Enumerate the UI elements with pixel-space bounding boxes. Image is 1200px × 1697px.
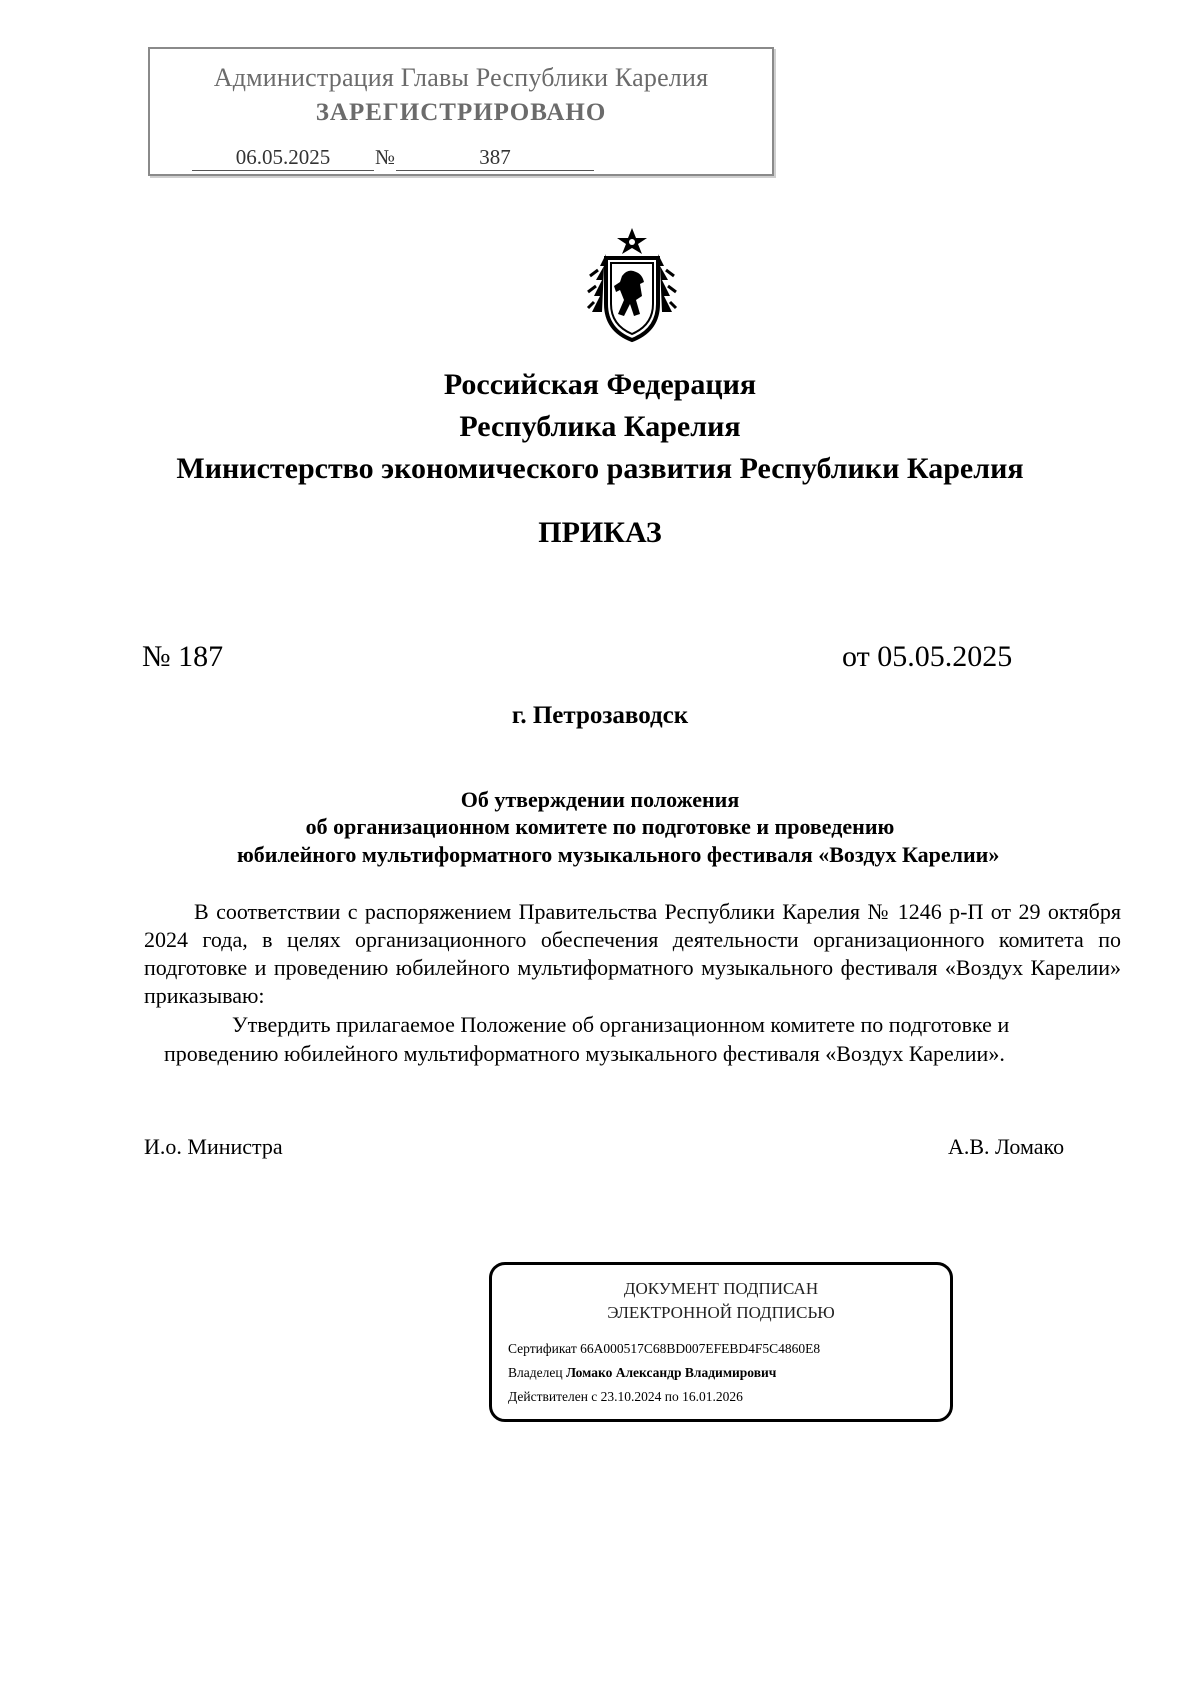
esignature-owner bbox=[508, 1365, 776, 1381]
certificate-value: 66A000517C68BD007EFEBD4F5C4860E8 bbox=[580, 1341, 821, 1356]
esignature-heading-2: ЭЛЕКТРОННОЙ ПОДПИСЬЮ bbox=[607, 1303, 835, 1322]
esignature-validity bbox=[508, 1389, 743, 1405]
header-ministry: Министерство экономического развития Республики Карелия bbox=[176, 452, 1024, 485]
valid-to: 16.01.2026 bbox=[682, 1389, 743, 1404]
registration-details bbox=[192, 145, 594, 171]
order-date: от 05.05.2025 bbox=[842, 640, 1013, 673]
subject-line-2: об организационном комитете по подготовке и проведению bbox=[305, 814, 895, 839]
owner-label: Владелец bbox=[508, 1365, 563, 1380]
esignature-certificate bbox=[508, 1341, 820, 1357]
certificate-label: Сертификат bbox=[508, 1341, 577, 1356]
valid-label: Действителен с bbox=[508, 1389, 598, 1404]
valid-to-label: по bbox=[664, 1389, 679, 1404]
signatory-title: И.о. Министра bbox=[144, 1134, 283, 1159]
esignature-heading-1: ДОКУМЕНТ ПОДПИСАН bbox=[623, 1279, 819, 1298]
registration-number: 387 bbox=[479, 145, 511, 169]
registration-status: ЗАРЕГИСТРИРОВАНО bbox=[315, 99, 607, 126]
valid-from: 23.10.2024 bbox=[600, 1389, 662, 1404]
electronic-signature-stamp bbox=[489, 1262, 953, 1422]
body-paragraph-2-line-2: проведению юбилейного мультиформатного музыкального фестиваля «Воздух Карелии». bbox=[164, 1041, 1005, 1066]
coat-of-arms-karelia-icon bbox=[584, 226, 680, 344]
body-paragraph-1: В соответствии с распоряжением Правительства Республики Карелия № 1246 р-П от 29 октября 2024 года, в целях организационного обеспечения деятельности организационного комитета по подготовке и проведению юбилейного мультиформатного музыкального фестиваля «Воздух Карелии» приказываю: bbox=[144, 899, 1121, 1008]
order-city: г. Петрозаводск bbox=[511, 702, 689, 729]
registration-date: 06.05.2025 bbox=[235, 145, 331, 169]
order-number: № 187 bbox=[142, 640, 224, 673]
registration-number-sign: № bbox=[375, 145, 396, 169]
signatory-name: А.В. Ломако bbox=[948, 1134, 1065, 1159]
owner-value: Ломако Александр Владимирович bbox=[565, 1365, 777, 1380]
document-type: ПРИКАЗ bbox=[538, 516, 662, 549]
subject-line-1: Об утверждении положения bbox=[460, 787, 740, 812]
registration-stamp bbox=[148, 47, 774, 176]
order-body bbox=[144, 898, 1121, 1010]
registration-authority: Администрация Главы Республики Карелия bbox=[213, 63, 709, 92]
body-paragraph-2-line-1: Утвердить прилагаемое Положение об организационном комитете по подготовке и bbox=[232, 1012, 1010, 1037]
header-country: Российская Федерация bbox=[443, 368, 757, 401]
header-republic: Республика Карелия bbox=[459, 410, 741, 443]
subject-line-3: юбилейного мультиформатного музыкального фестиваля «Воздух Карелии» bbox=[237, 842, 1000, 867]
